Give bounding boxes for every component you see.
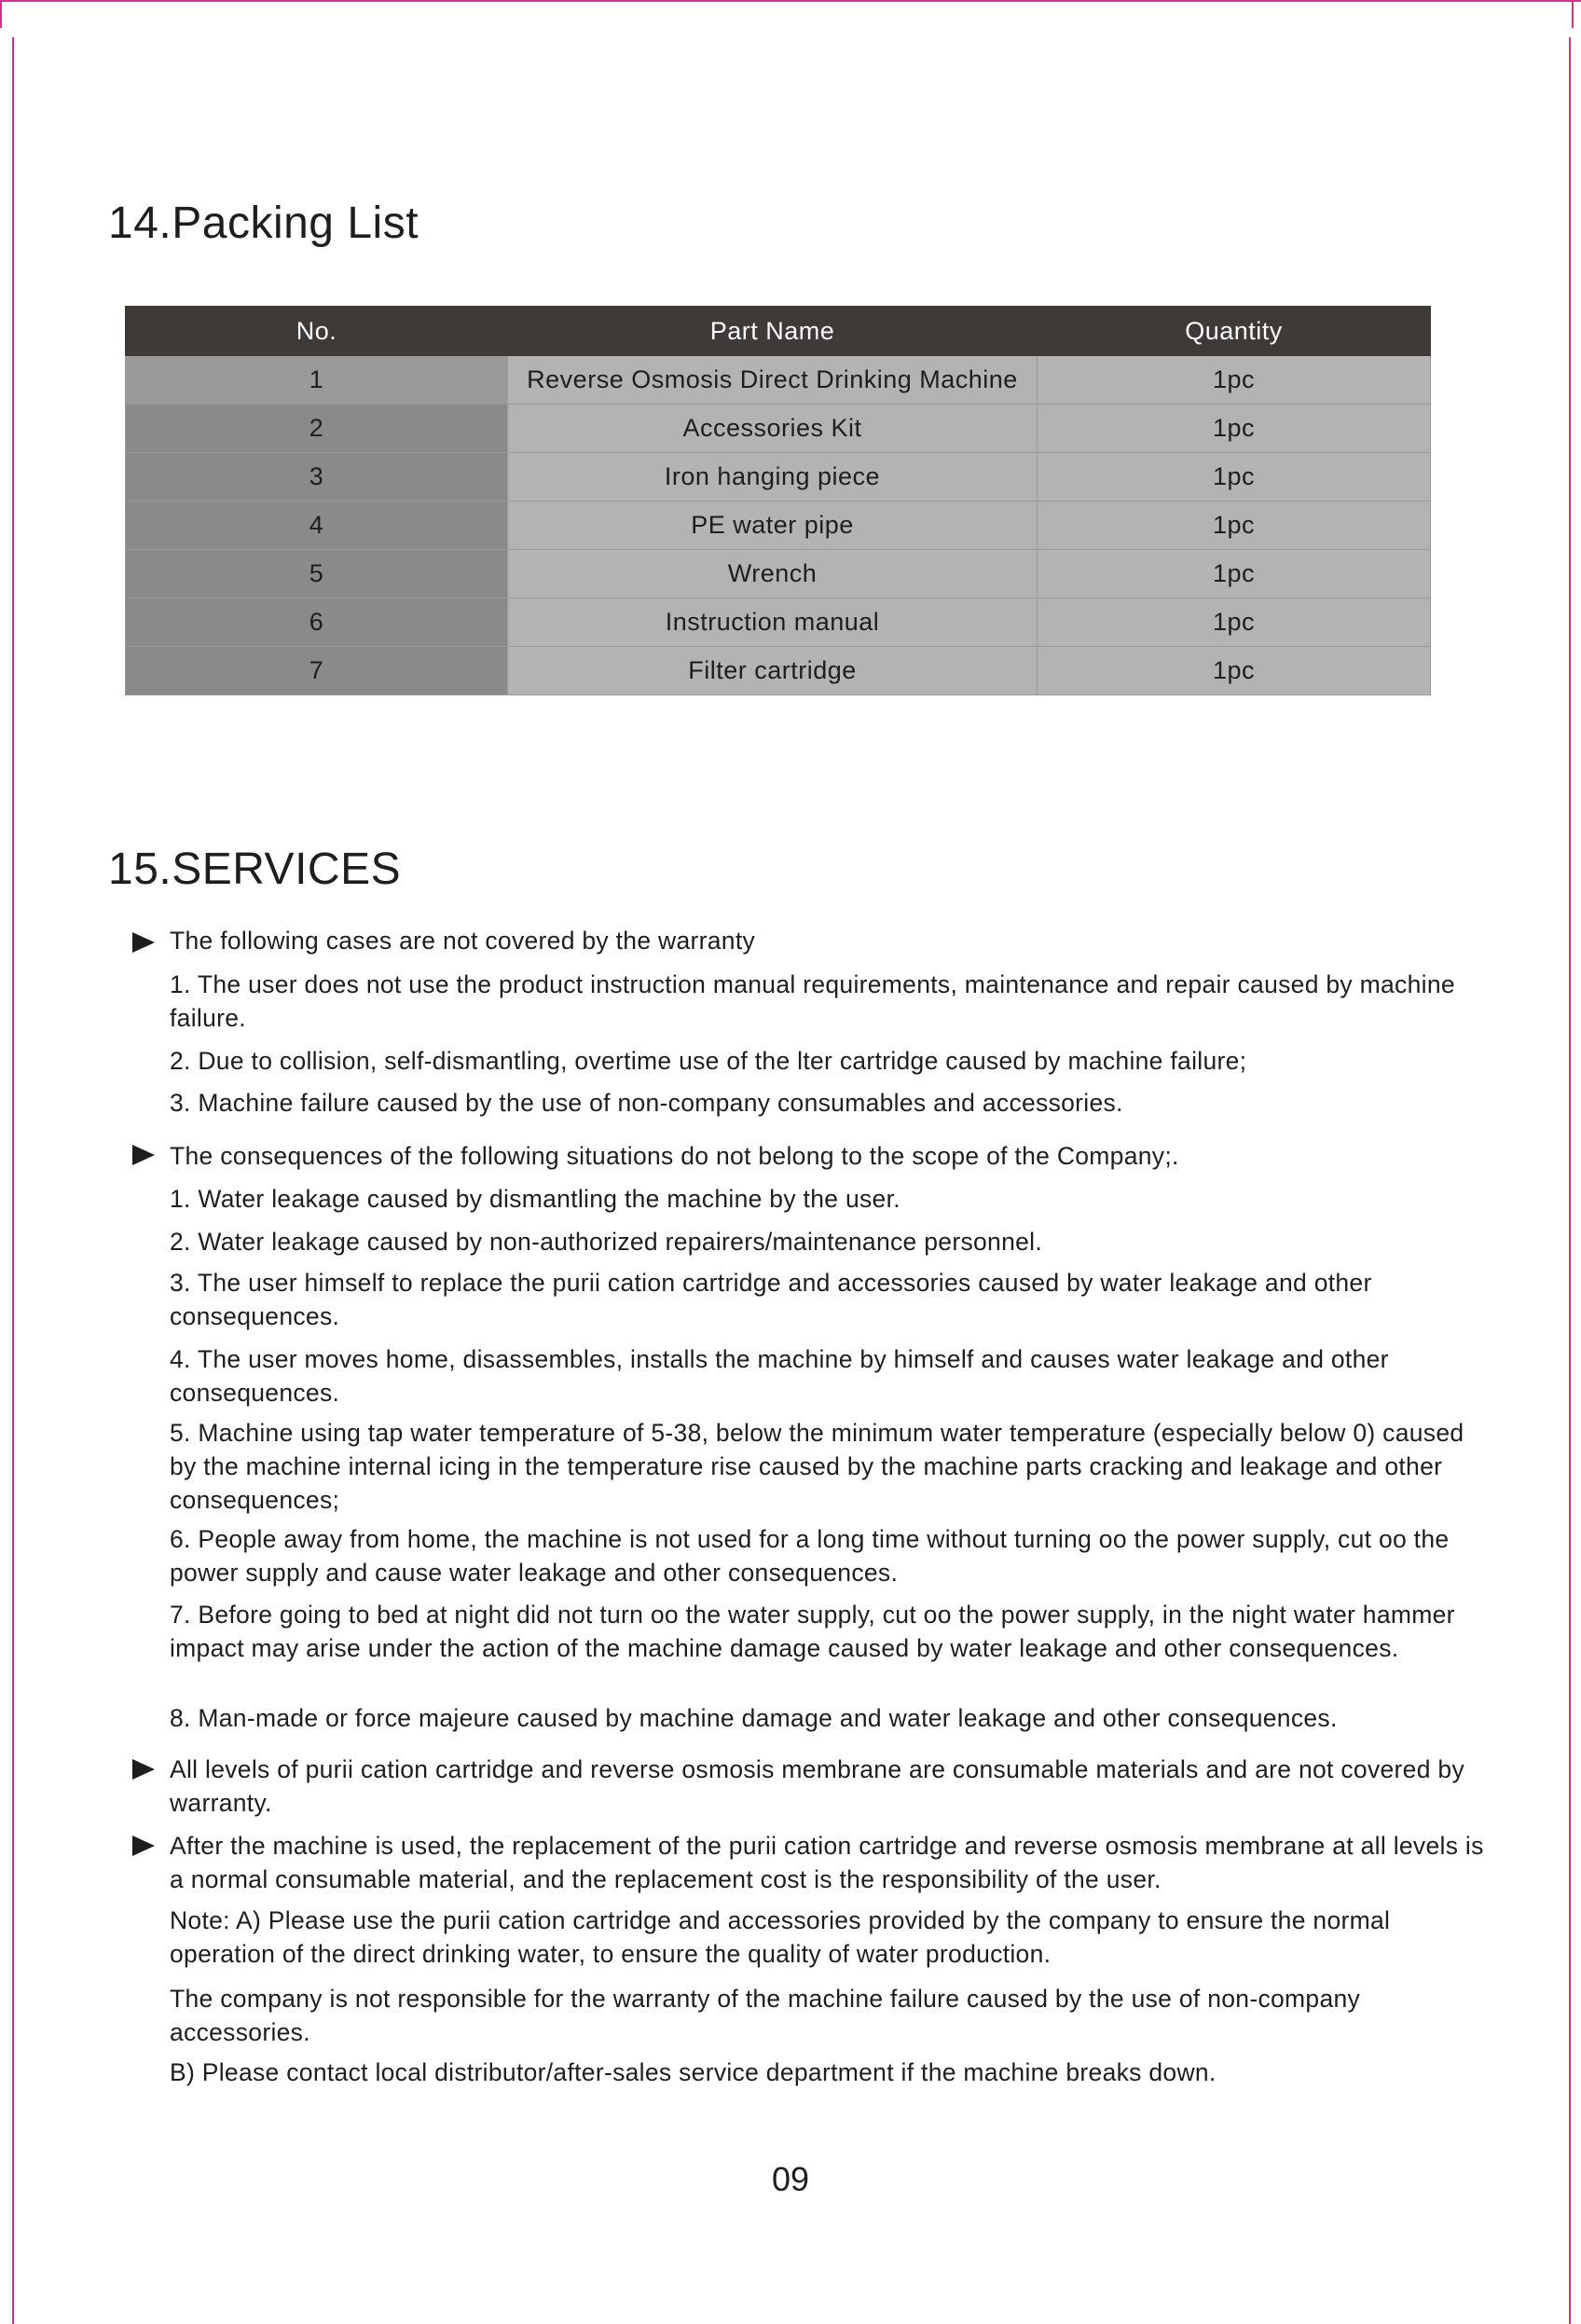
row-number: 5: [126, 550, 508, 598]
services-note-company: The company is not responsible for the warranty of the machine failure caused by the use of non-company accessories.: [170, 1985, 1361, 2046]
column-header-part-name: Part Name: [508, 307, 1038, 356]
table-row: [126, 598, 1431, 647]
services-bullet-consequences: The consequences of the following situations do not belong to the scope of the Company;.: [170, 1142, 1179, 1170]
services-heading: 15.SERVICES: [108, 845, 402, 894]
part-name: Filter cartridge: [508, 647, 1038, 695]
bleed-line-right: [1569, 37, 1571, 2324]
services-bullet-not-covered: The following cases are not covered by the warranty: [170, 927, 756, 955]
table-row: [126, 647, 1431, 695]
services-bullet-replacement: After the machine is used, the replacement of the purii cation cartridge and reverse osmosis membrane at all levels is a normal consumable material, and the replacement cost is the responsibility of the user.: [170, 1832, 1484, 1893]
services-item: 3. Machine failure caused by the use of non-company consumables and accessories.: [170, 1089, 1123, 1117]
quantity: 1pc: [1038, 453, 1431, 502]
part-name: Instruction manual: [508, 598, 1038, 647]
part-name: Reverse Osmosis Direct Drinking Machine: [508, 356, 1038, 405]
quantity: 1pc: [1038, 647, 1431, 695]
row-number: 4: [126, 502, 508, 550]
packing-list-heading: 14.Packing List: [108, 199, 419, 248]
table-row: [126, 356, 1431, 405]
bullet-arrow-icon: [132, 932, 155, 953]
row-number: 2: [126, 405, 508, 453]
column-header-no: No.: [126, 307, 508, 356]
trim-mark-right: [1572, 0, 1574, 28]
column-header-quantity: Quantity: [1038, 307, 1431, 356]
table-row: [126, 550, 1431, 598]
row-number: 1: [126, 356, 508, 405]
services-item: 2. Water leakage caused by non-authorized repairers/maintenance personnel.: [170, 1228, 1043, 1256]
quantity: 1pc: [1038, 356, 1431, 405]
services-item: 1. Water leakage caused by dismantling the machine by the user.: [170, 1185, 900, 1213]
bleed-line-left: [12, 37, 14, 2324]
packing-list-table: [125, 306, 1431, 695]
row-number: 7: [126, 647, 508, 695]
services-item: 5. Machine using tap water temperature of 5-38, below the minimum water temperature (especially below 0) caused by the machine internal icing in the temperature rise caused by the machine parts cracking and leakage and other consequences;: [170, 1419, 1464, 1514]
services-item: 2. Due to collision, self-dismantling, overtime use of the lter cartridge caused by machine failure;: [170, 1047, 1247, 1075]
part-name: PE water pipe: [508, 502, 1038, 550]
quantity: 1pc: [1038, 405, 1431, 453]
table-row: [126, 405, 1431, 453]
services-note-b: B) Please contact local distributor/after-sales service department if the machine breaks down.: [170, 2058, 1217, 2086]
bullet-arrow-icon: [132, 1145, 155, 1165]
part-name: Iron hanging piece: [508, 453, 1038, 502]
quantity: 1pc: [1038, 550, 1431, 598]
part-name: Accessories Kit: [508, 405, 1038, 453]
quantity: 1pc: [1038, 598, 1431, 647]
services-bullet-consumables: All levels of purii cation cartridge and reverse osmosis membrane are consumable materials and are not covered by warranty.: [170, 1755, 1464, 1817]
row-number: 6: [126, 598, 508, 647]
services-item: 3. The user himself to replace the purii cation cartridge and accessories caused by water leakage and other consequences.: [170, 1269, 1372, 1330]
trim-mark-left: [0, 0, 2, 28]
row-number: 3: [126, 453, 508, 502]
bullet-arrow-icon: [132, 1759, 155, 1780]
services-item: 7. Before going to bed at night did not turn oo the water supply, cut oo the power supply, in the night water hammer impact may arise under the action of the machine damage caused by water leakage and other consequences.: [170, 1601, 1455, 1662]
trim-mark-top: [0, 0, 1581, 2]
part-name: Wrench: [508, 550, 1038, 598]
page-number: 09: [771, 2160, 810, 2198]
services-item: 1. The user does not use the product instruction manual requirements, maintenance and repair caused by machine failure.: [170, 970, 1455, 1032]
services-item: 8. Man-made or force majeure caused by machine damage and water leakage and other consequences.: [170, 1704, 1338, 1732]
bullet-arrow-icon: [132, 1836, 155, 1856]
services-item: 6. People away from home, the machine is not used for a long time without turning oo the power supply, cut oo the power supply and cause water leakage and other consequences.: [170, 1525, 1450, 1587]
services-item: 4. The user moves home, disassembles, installs the machine by himself and causes water leakage and other consequences.: [170, 1345, 1389, 1407]
table-row: [126, 502, 1431, 550]
quantity: 1pc: [1038, 502, 1431, 550]
table-header-row: [126, 307, 1431, 356]
services-note-a: Note: A) Please use the purii cation cartridge and accessories provided by the company to ensure the normal operation of the direct drinking water, to ensure the quality of water production.: [170, 1906, 1391, 1968]
table-row: [126, 453, 1431, 502]
